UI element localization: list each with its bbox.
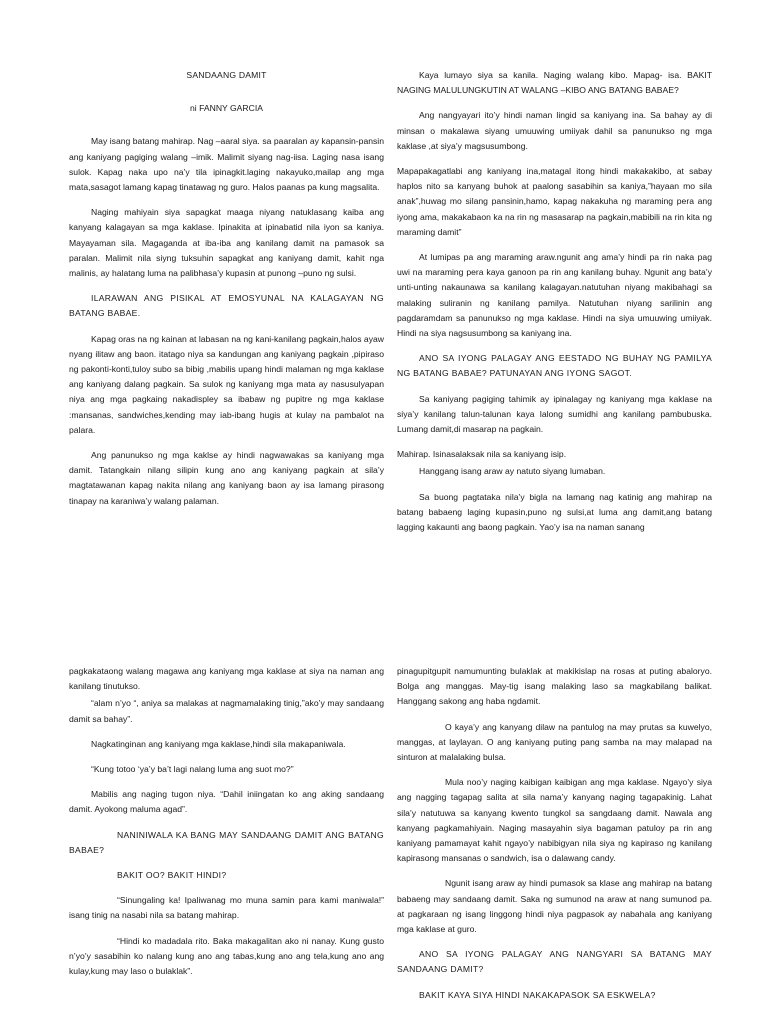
paragraph: Hanggang isang araw ay natuto siyang lumaban. — [419, 466, 606, 477]
page-1-right-column — [397, 68, 712, 545]
paragraph: Kaya lumayo siya sa kanila. Naging walang kibo. Mapag- isa. BAKIT NAGING MALULUNGKUTIN AT WALANG –KIBO ANG BATANG BABAE? — [397, 70, 712, 96]
page-2-left-column — [69, 664, 384, 989]
paragraph: May isang batang mahirap. Nag –aaral siya. sa paaralan ay kapansin-pansin ang kaniyang pagiging walang –imik. Malimit siyang nag-iisa. Laging nasa isang sulok. Kapag naka upo na’y tila ipinagkit.laging nakayuko,mailap ang mga mata,sasagot lamang kapag tinatawag ng guro. Halos paanas pa kung magsalita. — [69, 136, 384, 193]
paragraph: pinagupitgupit namumunting bulaklak at makikislap na rosas at puting abaloryo. Bolga ang manggas. May-tig isang malaking laso sa magkabilang balikat. Hanggang sakong ang haba ngdamit. — [397, 666, 712, 707]
page-gap — [0, 576, 768, 636]
story-author: ni FANNY GARCIA — [190, 103, 263, 114]
paragraph: Ang panunukso ng mga kaklse ay hindi nagwawakas sa kaniyang mga damit. Tatangkain nilang silipin kung ano ang kaniyang pagkain at sila’y magtatawanan kapag nakita nilang ang kaniyang baon ay isa lamang pirasong tinapay na karaniwa’y walang palaman. — [69, 450, 384, 506]
paragraph: Nagkatinginan ang kaniyang mga kaklase,hindi sila makapaniwala. — [91, 738, 346, 749]
paragraph: At lumipas pa ang maraming araw.ngunit ang ama’y hindi pa rin naka pag uwi na maraming pera kaya ganoon pa rin ang kanilang buhay. Ngunit ang bata’y unti-unting nakaunawa sa kanilang kalagayan.natutuhan niyang makibahagi sa malaking suliranin ng kanilang pamilya. Natutuhan niyang sarilinin ang pagdaramdam sa panunukso ng mga kaklase. Hindi na siya umuuwing umiiyak. Hindi na siya nagsusumbong sa kaniyang ina. — [397, 252, 712, 339]
paragraph: “alam n’yo “, aniya sa malakas at nagmamalaking tinig,”ako’y may sandaang damit sa bahay”. — [69, 698, 384, 724]
paragraph: O kaya’y ang kanyang dilaw na pantulog na may prutas sa kuwelyo, manggas, at laylayan. O ang kaniyang puting pang samba na may malapad na sinturon at malalaking bulsa. — [397, 721, 712, 763]
page-1-left-column — [69, 68, 384, 519]
discussion-question: ILARAWAN ANG PISIKAL AT EMOSYUNAL NA KALAGAYAN NG BATANG BABAE. — [69, 293, 384, 319]
story-title: SANDAANG DAMIT — [186, 70, 267, 80]
paragraph: pagkakataong walang magawa ang kaniyang mga kaklase at siya na naman ang kanilang tinutukso. — [69, 666, 384, 692]
paragraph: “Hindi ko madadala rito. Baka makagalitan ako ni nanay. Kung gusto n’yo’y sasabihin ko nalang kung ano ang tabas,kung ano ang tela,kung ano ang kulay,kung may laso o bulaklak”. — [69, 935, 384, 977]
paragraph: Sa kaniyang pagiging tahimik ay ipinalagay ng kaniyang mga kaklase na siya’y kanilang talun-talunan kaya lalong sumidhi ang kanilang pambubuska. Lumang damit,di masarap na pagkain. — [397, 393, 712, 435]
paragraph: Ang nangyayari ito’y hindi naman lingid sa kaniyang ina. Sa bahay ay di minsan o makalawa siyang umuuwing umiiyak dahil sa panunukso ng mga kaklase ,at siya’y magsusumbong. — [397, 110, 712, 151]
paragraph: Mula noo’y naging kaibigan kaibigan ang mga kaklase. Ngayo’y siya ang nagging tagapag salita at sila nama’y kanyang naging tagapakinig. Lahat sila’y natutuwa sa kanyang kwento tungkol sa sangdaang damit. Nawala ang kanyang pagkamahiyain. Naging masayahin siya bagaman patuloy pa rin ang kaniyang pamamayat kahit ngayo’y nabibigyan nila siya ng kapiraso ng kanilang kapirasong mansanas o sandwich, isa o dalawang candy. — [397, 777, 712, 864]
paragraph: Kapag oras na ng kainan at labasan na ng kani-kanilang pagkain,halos ayaw nyang ilitaw ang baon. itatago niya sa kandungan ang kaniyang pagkain ,pipiraso ng pakonti-konti,tuloy subo sa bibig ,mabilis upang hindi malaman ng mga kaklase ang kaniyang dalang pagkain. Sa sulok ng kaniyang mga mata ay nasusulyapan niya ang mga pagkaing nakadispley sa ibabaw ng pupitre ng mga kaklase :mansanas, sandwiches,kending may iab-ibang hugis at kulay na pambalot na palara. — [69, 333, 384, 435]
discussion-question: ANO SA IYONG PALAGAY ANG NANGYARI SA BATANG MAY SANDAANG DAMIT? — [397, 949, 712, 975]
paragraph: Sa buong pagtataka nila’y bigla na lamang nag katinig ang mahirap na batang babaeng laging kupasin,puno ng sulsi,at luma ang damit,ang batang lagging kakaunti ang baong pagkain. Yao’y isa na naman sanang — [397, 491, 712, 533]
paragraph: Ngunit isang araw ay hindi pumasok sa klase ang mahirap na batang babaeng may sandaang damit. Saka ng sumunod na araw at nang sumunod pa. at pagkaraan ng isang linggong hindi niya pagpasok ay nabahala ang kaniyang mga kaklase at guro. — [397, 878, 712, 935]
paragraph: Mahirap. Isinasalaksak nila sa kaniyang isip. — [397, 449, 567, 460]
page-2-right-column — [397, 664, 712, 1013]
discussion-question: ANO SA IYONG PALAGAY ANG EESTADO NG BUHAY NG PAMILYA NG BATANG BABAE? PATUNAYAN ANG IYONG SAGOT. — [397, 353, 712, 379]
document-page-2 — [0, 636, 768, 1024]
paragraph: Naging mahiyain siya sapagkat maaga niyang natuklasang kaiba ang kanyang kalagayan sa mga kaklase. Ipinakita at ipinabatid nila iyon sa kaniya. Mayayaman sila. Magaganda at iba-iba ang kanilang damit na pamasok sa paralan. Malimit nila siyng tuksuhin sapagkat ang kaniyang damit, kahit nga malinis, ay halatang luma na palibhasa’y kupasin at punong –puno ng sulsi. — [69, 207, 384, 279]
discussion-question: BAKIT OO? BAKIT HINDI? — [117, 870, 227, 881]
paragraph: Mabilis ang naging tugon niya. “Dahil iniingatan ko ang aking sandaang damit. Ayokong maluma agad”. — [69, 789, 384, 815]
paragraph: “Sinungaling ka! Ipaliwanag mo muna samin para kami maniwala!” isang tinig na nasabi nila sa batang mahirap. — [69, 895, 384, 921]
paragraph: Mapapakagatlabi ang kaniyang ina,matagal itong hindi makakakibo, at sabay haplos nito sa kanyang buhok at paalong sasabihin sa kaniya,”hayaan mo sila anak”,huwag mo silang pansinin,hamo, kapag nakakuha ng maraming pera ang iyong ama, makakabaon ka na rin ng masasarap na pagkain,mabibili na rin kita ng maraming damit” — [397, 166, 712, 237]
discussion-question: BAKIT KAYA SIYA HINDI NAKAKAPASOK SA ESKWELA? — [419, 989, 656, 1000]
discussion-question: NANINIWALA KA BANG MAY SANDAANG DAMIT ANG BATANG BABAE? — [69, 829, 384, 855]
paragraph: “Kung totoo ‘ya’y ba’t lagi nalang luma ang suot mo?” — [91, 764, 294, 775]
